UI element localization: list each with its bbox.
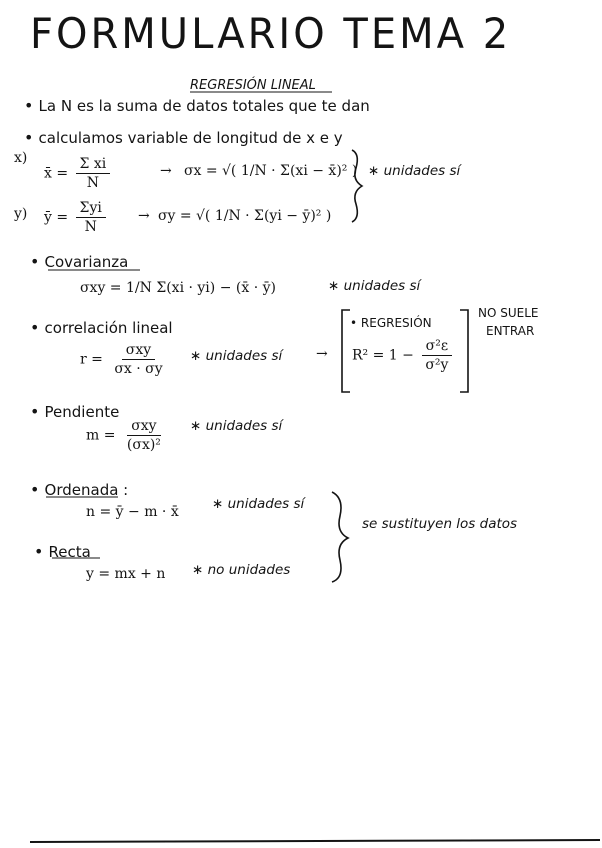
bullet-2 [24,128,343,147]
xy-units-note: ∗ unidades sí [368,163,461,179]
pendiente-heading-text: Pendiente [44,403,120,421]
covarianza-note: ∗ unidades sí [328,278,421,294]
bullet-dot: • [30,402,45,421]
y-mean-num: Σyi [76,200,106,218]
bullet-dot: • [30,480,45,499]
y-mean-fraction [76,200,106,235]
x-mean-lhs: x̄ = [44,165,69,182]
covarianza-heading [30,252,128,271]
side-note-line-2: ENTRAR [486,324,535,338]
bullet-dot: • [24,128,39,147]
page-bottom-edge [30,840,600,842]
x-arrow: → [160,163,172,179]
recta-heading [34,542,91,561]
regression-bracket-right [460,310,468,392]
substitute-note: se sustituyen los datos [362,516,518,532]
recta-note: ∗ no unidades [192,562,291,578]
correlacion-formula [80,342,170,377]
pendiente-note: ∗ unidades sí [190,418,283,434]
regression-fraction [421,338,452,373]
y-arrow: → [138,208,150,224]
correlacion-heading-text: correlación lineal [44,319,173,337]
pendiente-lhs: m = [86,427,116,444]
x-mean-den: N [86,175,100,191]
bullet-dot: • [34,542,49,561]
correlacion-arrow: → [316,346,328,362]
ordenada-formula: n = ȳ − m · x̄ [86,504,179,520]
regression-box-title: • REGRESIÓN [350,316,432,330]
correlacion-note: ∗ unidades sí [190,348,283,364]
pendiente-den: (σx)² [126,437,161,453]
page-title: FORMULARIO TEMA 2 [30,10,512,59]
y-sd-lhs: σy = [158,208,192,224]
ordenada-recta-brace [332,492,348,582]
regression-box-formula [352,338,455,373]
covarianza-formula: σxy = 1/N Σ(xi · yi) − (x̄ · ȳ) [80,280,276,296]
pendiente-num: σxy [127,418,160,436]
bullet-1-text: La N es la suma de datos totales que te dan [38,97,370,115]
side-note-line-1: NO SUELE [478,306,539,320]
y-mean-den: N [84,219,97,235]
recta-heading-text: Recta [48,543,91,561]
x-label: x) [14,150,28,166]
regression-bracket-left [342,310,350,392]
regression-num: σ²ε [422,338,452,356]
x-mean-fraction [76,156,111,191]
recta-formula: y = mx + n [86,566,166,582]
bullet-dot: • [30,252,45,271]
page-subtitle: REGRESIÓN LINEAL [190,78,316,93]
bullet-dot: • [24,96,39,115]
correlacion-fraction [110,342,166,377]
x-mean-num: Σ xi [76,156,111,174]
x-mean-formula [44,156,113,191]
correlacion-lhs: r = [80,351,103,368]
bullet-2-text: calculamos variable de longitud de x e y [38,129,343,147]
ordenada-note: ∗ unidades sí [212,496,305,512]
x-sd-rhs: √( 1/N · Σ(xi − x̄)² ) [222,163,358,179]
correlacion-num: σxy [122,342,155,360]
ordenada-heading [30,480,128,499]
correlacion-den: σx · σy [114,361,163,377]
bullet-1 [24,96,370,115]
correlacion-heading [30,318,173,337]
regression-den: σ²y [425,357,449,373]
y-mean-lhs: ȳ = [44,209,69,226]
regression-lhs: R² = 1 − [352,347,414,364]
covarianza-heading-text: Covarianza [44,253,129,271]
y-sd-rhs: √( 1/N · Σ(yi − ȳ)² ) [196,208,332,224]
pendiente-fraction [123,418,165,453]
xy-brace [352,150,362,222]
pendiente-formula [86,418,168,453]
y-label: y) [14,206,28,222]
y-mean-formula [44,200,109,235]
x-sd-lhs: σx = [184,163,218,179]
ordenada-heading-text: Ordenada : [44,481,129,499]
bullet-dot: • [30,318,45,337]
